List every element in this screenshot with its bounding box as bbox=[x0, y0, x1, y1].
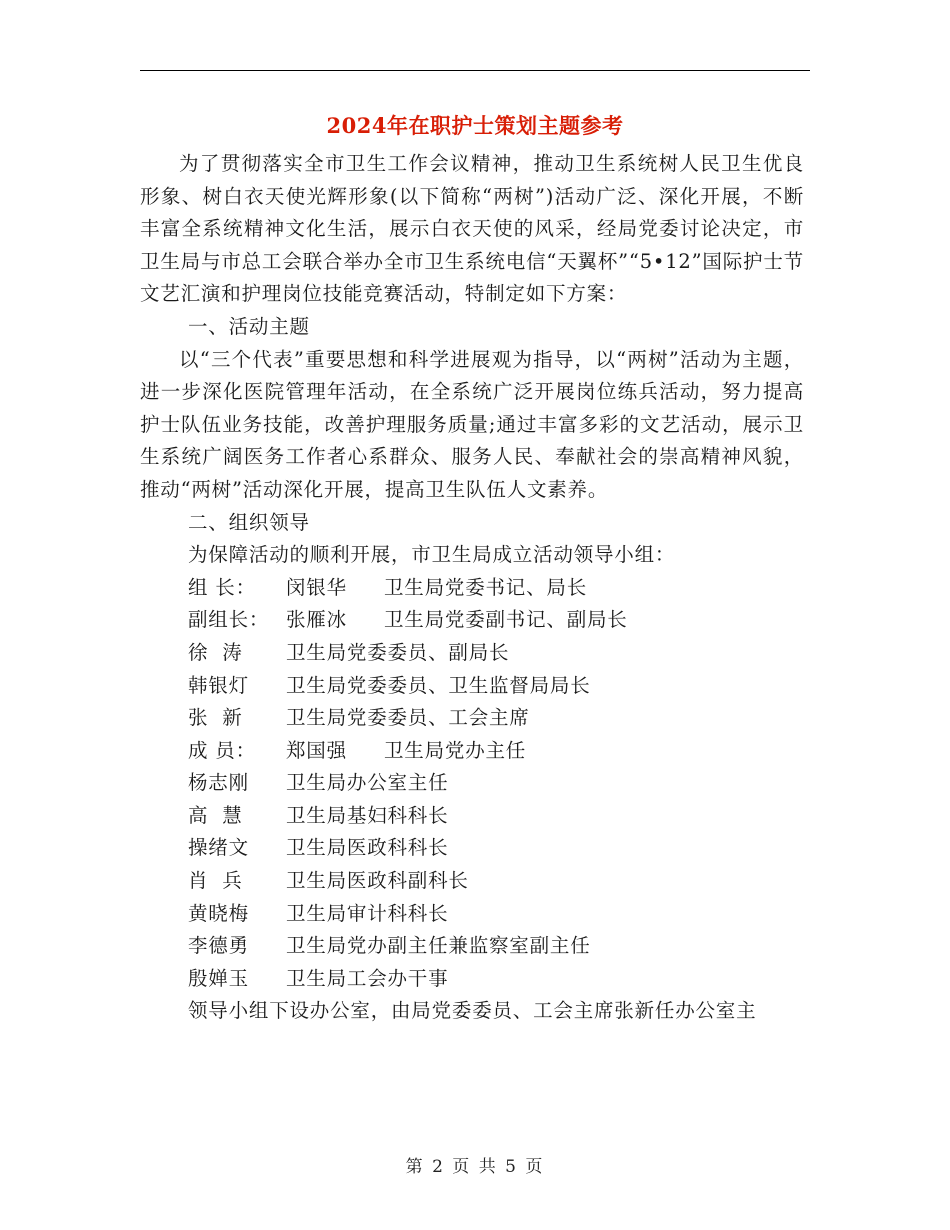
member-name: 高 慧 bbox=[188, 803, 243, 827]
member-position: 卫生局办公室主任 bbox=[286, 771, 449, 795]
page-number: 第 2 页 共 5 页 bbox=[405, 1157, 545, 1177]
member-row bbox=[140, 800, 804, 833]
member-row bbox=[140, 930, 804, 963]
document-title: 2024年在职护士策划主题参考 bbox=[326, 113, 624, 138]
document-body bbox=[140, 148, 804, 1028]
member-position: 卫生局基妇科科长 bbox=[286, 803, 449, 827]
member-position: 卫生局党委委员、卫生监督局局长 bbox=[286, 673, 591, 697]
member-role: 成 员： bbox=[188, 738, 256, 762]
member-position: 卫生局党委副书记、副局长 bbox=[384, 608, 628, 632]
member-row bbox=[140, 963, 804, 996]
closing-paragraph: 领导小组下设办公室，由局党委委员、工会主席张新任办公室主 bbox=[188, 999, 757, 1023]
member-name: 肖 兵 bbox=[188, 869, 243, 893]
organization-intro: 为保障活动的顺利开展，市卫生局成立活动领导小组： bbox=[188, 543, 676, 567]
member-name: 郑国强 bbox=[286, 738, 347, 762]
member-name: 张雁冰 bbox=[286, 608, 347, 632]
member-row bbox=[140, 832, 804, 865]
member-name: 闵银华 bbox=[286, 575, 347, 599]
theme-paragraph: 以“三个代表”重要思想和科学进展观为指导，以“两树”活动为主题，进一步深化医院管理年活动，在全系统广泛开展岗位练兵活动，努力提高护士队伍业务技能，改善护理服务质量;通过丰富多彩的文艺活动，展示卫生系统广阔医务工作者心系群众、服务人民、奉献社会的崇高精神风貌，推动“两树”活动深化开展，提高卫生队伍人文素养。 bbox=[140, 347, 804, 501]
member-position: 卫生局审计科科长 bbox=[286, 901, 449, 925]
member-row bbox=[140, 767, 804, 800]
member-name: 韩银灯 bbox=[188, 673, 249, 697]
member-role: 副组长： bbox=[188, 608, 270, 632]
member-row bbox=[140, 604, 804, 637]
member-row bbox=[140, 572, 804, 605]
intro-paragraph: 为了贯彻落实全市卫生工作会议精神，推动卫生系统树人民卫生优良形象、树白衣天使光辉形象(以下简称“两树”)活动广泛、深化开展，不断丰富全系统精神文化生活，展示白衣天使的风采，经局党委讨论决定，市卫生局与市总工会联合举办全市卫生系统电信“天翼杯”“5•12”国际护士节文艺汇演和护理岗位技能竞赛活动，特制定如下方案： bbox=[140, 152, 804, 306]
member-position: 卫生局工会办干事 bbox=[286, 966, 449, 990]
member-position: 卫生局党委委员、副局长 bbox=[286, 640, 510, 664]
member-row bbox=[140, 735, 804, 768]
member-position: 卫生局医政科科长 bbox=[286, 836, 449, 860]
member-name: 张 新 bbox=[188, 706, 243, 730]
member-name: 操绪文 bbox=[188, 836, 249, 860]
member-name: 杨志刚 bbox=[188, 771, 249, 795]
member-name: 殷婵玉 bbox=[188, 966, 249, 990]
member-name: 李德勇 bbox=[188, 934, 249, 958]
member-name: 徐 涛 bbox=[188, 640, 243, 664]
member-role: 组 长： bbox=[188, 575, 256, 599]
member-row bbox=[140, 865, 804, 898]
member-position: 卫生局党办副主任兼监察室副主任 bbox=[286, 934, 591, 958]
member-position: 卫生局党办主任 bbox=[384, 738, 527, 762]
member-position: 卫生局党委委员、工会主席 bbox=[286, 706, 530, 730]
member-row bbox=[140, 702, 804, 735]
member-row bbox=[140, 670, 804, 703]
member-position: 卫生局医政科副科长 bbox=[286, 869, 469, 893]
member-position: 卫生局党委书记、局长 bbox=[384, 575, 588, 599]
member-row bbox=[140, 898, 804, 931]
header-rule bbox=[140, 70, 810, 71]
section-heading-organization: 二、组织领导 bbox=[188, 510, 310, 534]
member-row bbox=[140, 637, 804, 670]
member-name: 黄晓梅 bbox=[188, 901, 249, 925]
member-list bbox=[140, 572, 804, 996]
section-heading-theme: 一、活动主题 bbox=[188, 314, 310, 338]
